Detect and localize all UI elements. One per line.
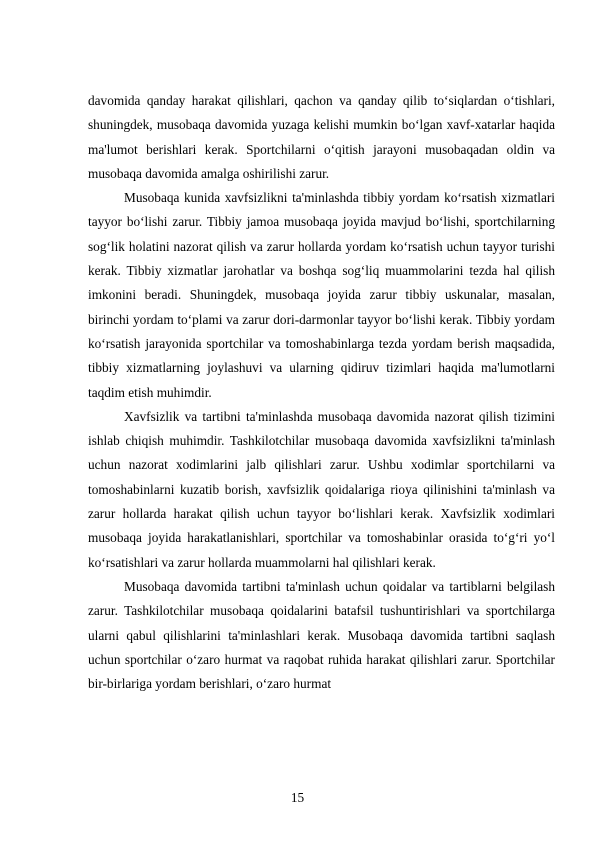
paragraph-3: Xavfsizlik va tartibni ta'minlashda musobaqa davomida nazorat qilish tizimini ishlab chiqish muhimdir. Tashkilotchilar musobaqa davomida xavfsizlikni ta'minlash uchun nazorat xodimlarini jalb qilishlari zarur. Ushbu xodimlar sportchilarni va tomoshabinlarni kuzatib borish, xavfsizlik qoidalariga rioya qilinishini ta'minlash va zarur hollarda harakat qilish uchun tayyor bo‘lishlari kerak. Xavfsizlik xodimlari musobaqa joyida harakatlanishlari, sportchilar va tomoshabinlar orasida to‘g‘ri yo‘l ko‘rsatishlari va zarur hollarda muammolarni hal qilishlari kerak. (88, 408, 555, 570)
page-number: 15 (290, 790, 305, 805)
paragraph-2: Musobaqa kunida xavfsizlikni ta'minlashda tibbiy yordam ko‘rsatish xizmatlari tayyor bo‘lishi zarur. Tibbiy jamoa musobaqa joyida mavjud bo‘lishi, sportchilarning sog‘lik holatini nazorat qilish va zarur hollarda yordam ko‘rsatish uchun tayyor turishi kerak. Tibbiy xizmatlar jarohatlar va boshqa sog‘liq muammolarini tezda hal qilish imkonini beradi. Shuningdek, musobaqa joyida zarur tibbiy uskunalar, masalan, birinchi yordam to‘plami va zarur dori-darmonlar tayyor bo‘lishi kerak. Tibbiy yordam ko‘rsatish jarayonida sportchilar va tomoshabinlarga tezda yordam berish maqsadida, tibbiy xizmatlarning joylashuvi va ularning qidiruv tizimlari haqida ma'lumotlarni taqdim etish muhimdir. (88, 190, 555, 400)
paragraph-4: Musobaqa davomida tartibni ta'minlash uchun qoidalar va tartiblarni belgilash zarur. Tashkilotchilar musobaqa qoidalarini batafsil tushuntirishlari va sportchilarga ularni qabul qilishlarini ta'minlashlari kerak. Musobaqa davomida tartibni saqlash uchun sportchilar o‘zaro hurmat va raqobat ruhida harakat qilishlari zarur. Sportchilar bir-birlariga yordam berishlari, o‘zaro hurmat (88, 578, 555, 692)
body-text (88, 89, 555, 696)
paragraph-1: davomida qanday harakat qilishlari, qachon va qanday qilib to‘siqlardan o‘tishlari, shuningdek, musobaqa davomida yuzaga kelishi mumkin bo‘lgan xavf-xatarlar haqida ma'lumot berishlari kerak. Sportchilarni o‘qitish jarayoni musobaqadan oldin va musobaqa davomida amalga oshirilishi zarur. (88, 93, 555, 181)
